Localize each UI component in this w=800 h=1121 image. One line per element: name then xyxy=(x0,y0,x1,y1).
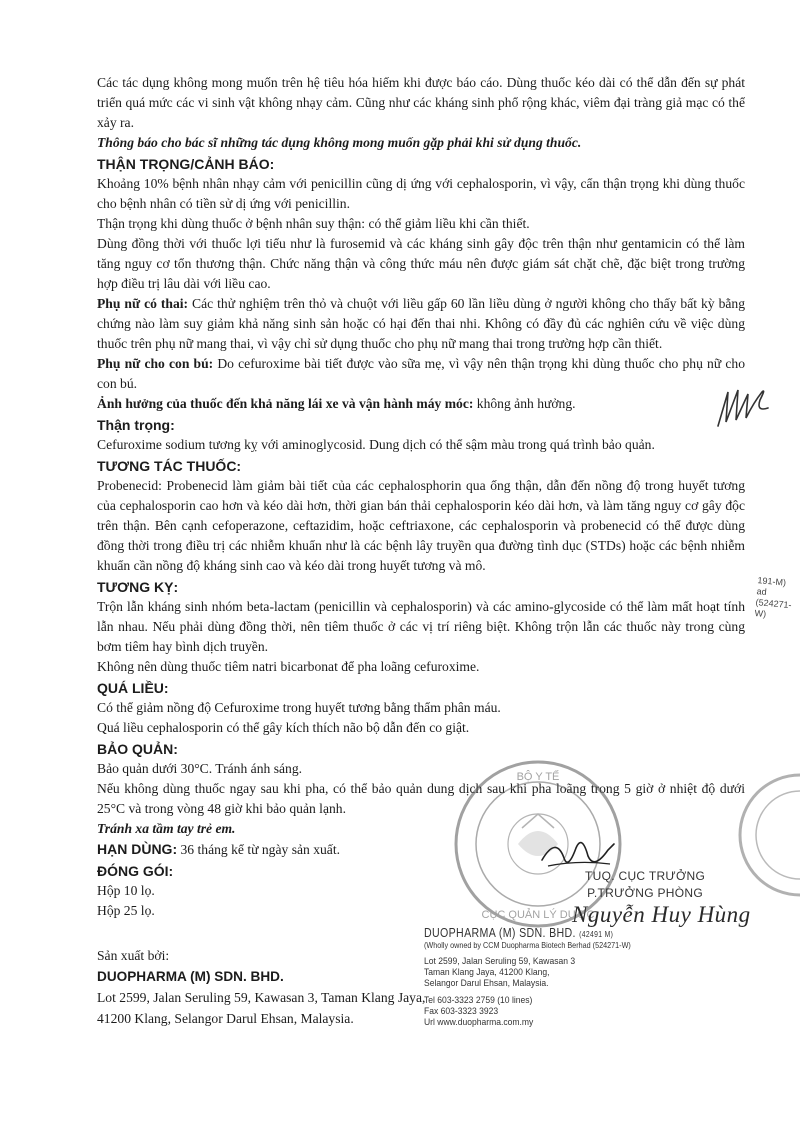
manufacturer-address-2: 41200 Klang, Selangor Darul Ehsan, Malaysia. xyxy=(97,1011,354,1026)
interaction-heading: TƯƠNG TÁC THUỐC: xyxy=(97,458,242,474)
pregnancy-label: Phụ nữ có thai: xyxy=(97,296,189,311)
company-stamp-address-3: Selangor Darul Ehsan, Malaysia. xyxy=(424,978,549,989)
company-stamp-address xyxy=(424,956,643,989)
margin-note-line-1: 191-M) xyxy=(757,575,787,588)
incompatibility-text-2: Không nên dùng thuốc tiêm natri bicarbonat để pha loãng cefuroxime. xyxy=(97,659,480,674)
company-stamp-address-2: Taman Klang Jaya, 41200 Klang, xyxy=(424,967,550,978)
side-effects-paragraph: Các tác dụng không mong muốn trên hệ tiêu hóa hiếm khi được báo cáo. Dùng thuốc kéo dài có thể dẫn đến sự phát triển quá mức các vi sinh vật không nhạy cảm. Cũng như các kháng sinh phổ rộng khác, viêm đại tràng giả mạc có thể xảy ra. xyxy=(97,75,745,130)
warning-diuretic: Dùng đồng thời với thuốc lợi tiểu như là furosemid và các kháng sinh gây độc trên thận như gentamicin có thể làm tăng nguy cơ tổn thương thận. Chức năng thận và công thức máu nên được giám sát chặt chẽ, đặc biệt trong trường hợp điều trị lâu dài với liều cao. xyxy=(97,236,745,291)
company-stamp-name-suffix: (42491 M) xyxy=(579,930,614,939)
overdose-text-2: Quá liều cephalosporin có thể gây kích thích não bộ dẫn đến co giật. xyxy=(97,720,470,735)
warning-heading: THẬN TRỌNG/CẢNH BÁO: xyxy=(97,156,275,172)
pregnancy-paragraph xyxy=(97,294,745,354)
storage-heading: BẢO QUẢN: xyxy=(97,741,178,757)
packaging-item-25: Hộp 25 lọ. xyxy=(97,903,155,918)
expiry-text: 36 tháng kể từ ngày sản xuất. xyxy=(177,842,341,857)
driving-paragraph xyxy=(97,394,745,414)
keep-away-notice: Tránh xa tầm tay trẻ em. xyxy=(97,821,236,836)
margin-note xyxy=(754,575,800,623)
partial-seal-icon xyxy=(738,770,800,900)
company-stamp-name: DUOPHARMA (M) SDN. BHD. xyxy=(424,926,576,940)
caution-text: Cefuroxime sodium tương kỵ với aminoglycosid. Dung dịch có thể sậm màu trong quá trình bảo quản. xyxy=(97,437,655,452)
margin-note-line-2: ad (524271-W) xyxy=(754,586,792,620)
signatory-title-2: P.TRƯỞNG PHÒNG xyxy=(587,886,704,900)
company-stamp-contact xyxy=(424,995,643,1028)
packaging-heading: ĐÓNG GÓI: xyxy=(97,863,174,879)
warning-renal: Thận trọng khi dùng thuốc ở bệnh nhân suy thận: có thể giảm liều khi cần thiết. xyxy=(97,216,530,231)
expiry-paragraph xyxy=(97,839,745,860)
lactation-text: Do cefuroxime bài tiết được vào sữa mẹ, vì vậy nên thận trọng khi dùng thuốc cho phụ nữ cho con bú. xyxy=(97,356,746,391)
warning-penicillin: Khoảng 10% bệnh nhân nhạy cảm với penicillin cũng dị ứng với cephalosporin, vì vậy, cẩn thận trọng khi dùng thuốc cho bệnh nhân có tiền sử dị ứng với penicillin. xyxy=(97,176,745,211)
manufacturer-address-1: Lot 2599, Jalan Seruling 59, Kawasan 3, Taman Klang Jaya, xyxy=(97,990,426,1005)
company-stamp-fax: Fax 603-3323 3923 xyxy=(424,1006,499,1017)
interaction-text: Probenecid: Probenecid làm giảm bài tiết của các cephalosphorin qua ống thận, dẫn đến nồng độ trong huyết tương của cephalosporin cao hơn và kéo dài hơn, thời gian bán thải cephalosporin kéo dài hơn, và làm tăng nguy cơ gây độc trên thận. Bên cạnh cefoperazone, ceftazidim, hoặc ceftriaxone, các cephalosporin và probenecid có thể được dùng đồng thời trong điều trị các nhiễm khuẩn như là các bệnh lây truyền qua đường tình dục (STDs) hoặc các bệnh nhiễm khuẩn cần nồng độ kháng sinh cao và kéo dài trong huyết tương và mô. xyxy=(97,478,745,573)
incompatibility-heading: TƯƠNG KỴ: xyxy=(97,579,179,595)
pregnancy-text: Các thử nghiệm trên thỏ và chuột với liều gấp 60 lần liều dùng ở người không cho thấy bất kỳ bằng chứng nào làm suy giảm khả năng sinh sản hoặc có hại đến thai nhi. Không có đầy đủ các nghiên cứu về việc dùng thuốc trên phụ nữ mang thai, vì vậy chỉ sử dụng thuốc cho phụ nữ mang thai trong trường hợp cần thiết. xyxy=(97,296,745,351)
company-stamp-url: Url www.duopharma.com.my xyxy=(424,1017,534,1028)
report-notice: Thông báo cho bác sĩ những tác dụng không mong muốn gặp phải khi sử dụng thuốc. xyxy=(97,135,582,150)
signatory-title-1: TUQ. CỤC TRƯỞNG xyxy=(585,869,706,883)
expiry-label: HẠN DÙNG: xyxy=(97,841,178,857)
seal-bottom-text: CỤC QUẢN LÝ DƯỢC xyxy=(481,909,595,921)
company-stamp-name-line xyxy=(424,926,631,940)
incompatibility-text-1: Trộn lẫn kháng sinh nhóm beta-lactam (penicillin và cephalosporin) và các amino-glycoside có thể làm mất hoạt tính lẫn nhau. Nếu phải dùng đồng thời, nên tiêm thuốc ở các vị trí riêng biệt. Không trộn lẫn các thuốc này trong cùng bơm tiêm hay bình dịch truyền. xyxy=(97,599,745,654)
company-stamp-address-1: Lot 2599, Jalan Seruling 59, Kawasan 3 xyxy=(424,956,576,967)
company-stamp-sub: (Wholly owned by CCM Duopharma Biotech Berhad (524271-W) xyxy=(424,940,631,950)
lactation-label: Phụ nữ cho con bú: xyxy=(97,356,214,371)
driving-text: không ảnh hưởng. xyxy=(473,396,576,411)
seal-top-text: BỘ Y TẾ xyxy=(516,771,560,783)
initials-signature-icon xyxy=(712,382,772,432)
manufacturer-label: Sản xuất bởi: xyxy=(97,948,170,963)
company-stamp-tel: Tel 603-3323 2759 (10 lines) xyxy=(424,995,533,1006)
signatory-title xyxy=(585,868,705,902)
overdose-heading: QUÁ LIỀU: xyxy=(97,680,169,696)
storage-text-1: Bảo quản dưới 30°C. Tránh ánh sáng. xyxy=(97,761,303,776)
caution-heading: Thận trọng: xyxy=(97,417,175,433)
signatory-name: Nguyễn Huy Hùng xyxy=(572,902,751,927)
company-stamp xyxy=(424,926,667,1028)
driving-label: Ảnh hưởng của thuốc đến khả năng lái xe và vận hành máy móc: xyxy=(97,396,474,411)
overdose-text-1: Có thể giảm nồng độ Cefuroxime trong huyết tương bằng thẩm phân máu. xyxy=(97,700,501,715)
manufacturer-name: DUOPHARMA (M) SDN. BHD. xyxy=(97,969,284,984)
packaging-item-10: Hộp 10 lọ. xyxy=(97,883,155,898)
storage-text-2: Nếu không dùng thuốc ngay sau khi pha, có thể bảo quản dung dịch sau khi pha loãng trong 5 giờ ở nhiệt độ dưới 25°C và trong vòng 48 giờ khi bảo quản lạnh. xyxy=(97,781,745,816)
lactation-paragraph xyxy=(97,354,745,394)
